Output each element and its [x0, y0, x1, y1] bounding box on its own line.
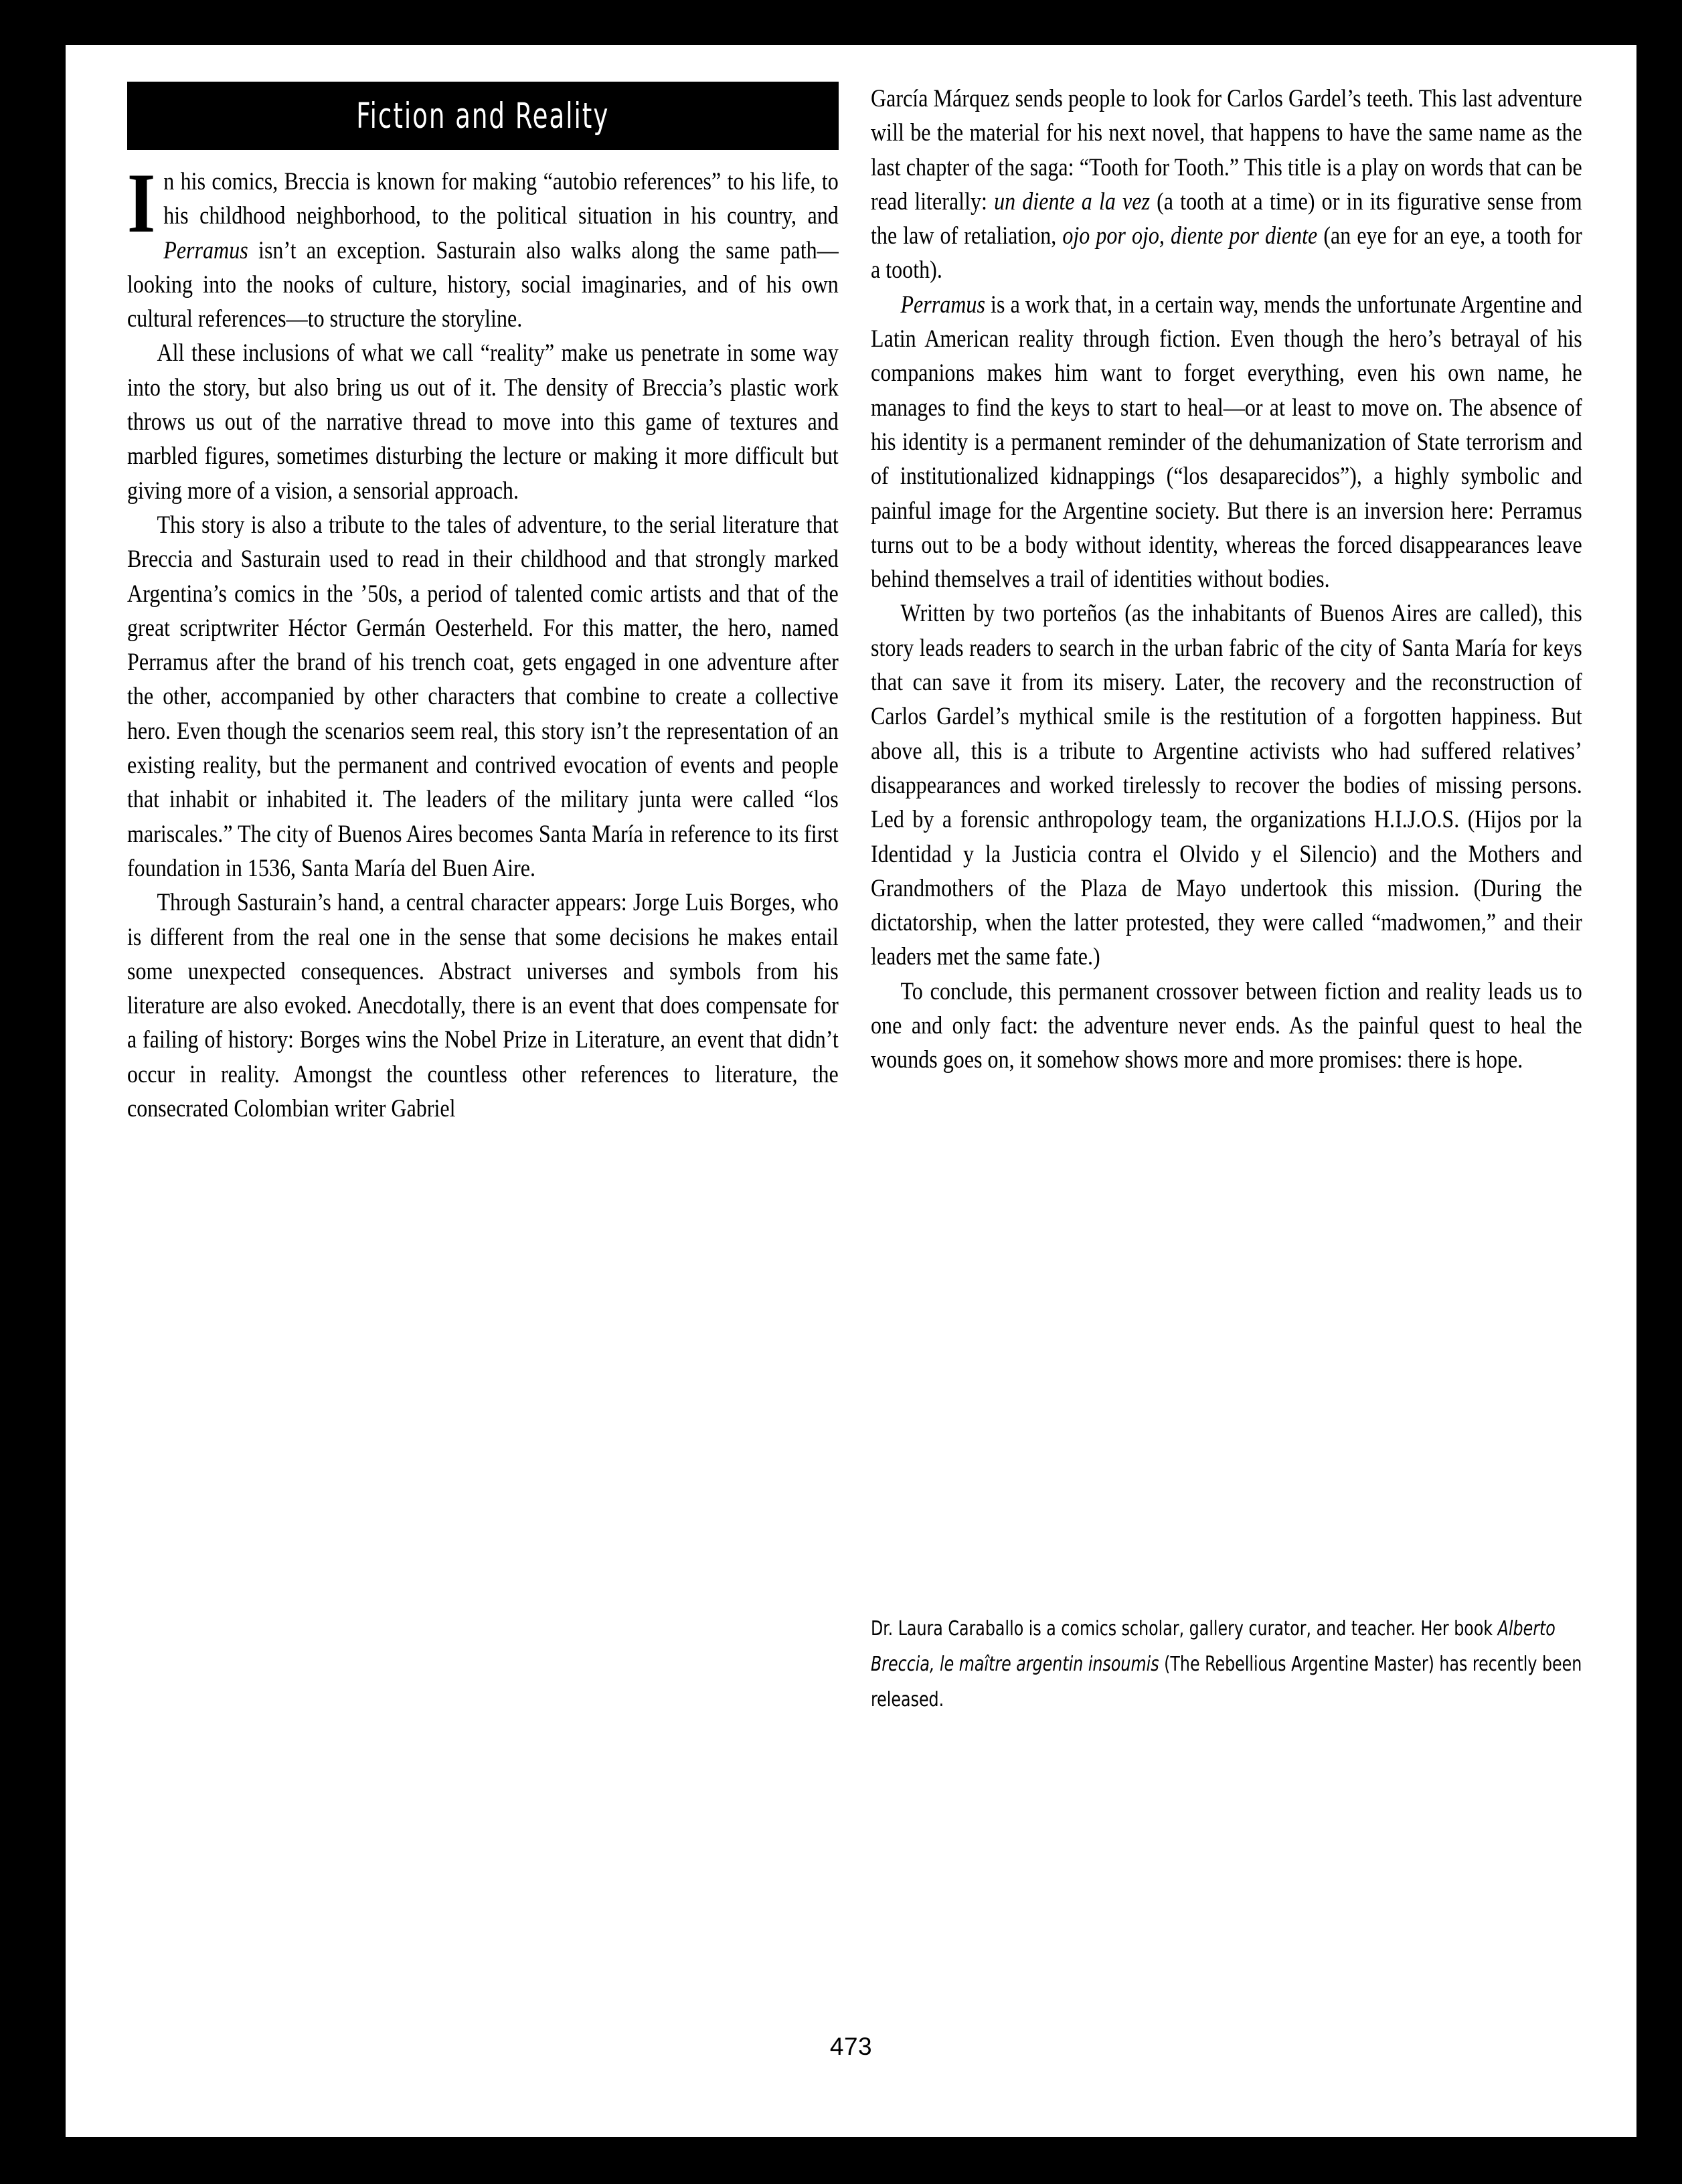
paragraph	[127, 508, 839, 886]
page-content	[127, 82, 1582, 2083]
right-column	[871, 82, 1582, 1126]
section-title: Fiction and Reality	[356, 95, 610, 137]
text-run: To conclude, this permanent crossover between fiction and reality leads us to one and only fact: the adventure never ends. As the painful quest to heal the wounds goes on, it somehow shows more and more promises: there is hope.	[871, 977, 1582, 1074]
paragraph	[871, 975, 1582, 1078]
paragraph	[871, 596, 1582, 974]
text-run: Dr. Laura Caraballo is a comics scholar, gallery curator, and teacher. Her book	[871, 1617, 1498, 1641]
author-bio-text	[871, 1611, 1582, 1717]
author-bio	[871, 1611, 1582, 1717]
italic-text: un diente a la vez	[994, 187, 1150, 216]
text-run: isn’t an exception. Sasturain also walks along the same path—looking into the nooks of culture, history, social imaginaries, and of his own cultural references—to structure the storyline.	[127, 236, 839, 333]
text-run: All these inclusions of what we call “reality” make us penetrate in some way into the story, but also bring us out of it. The density of Breccia’s plastic work throws us out of the narrative thread to move into this game of textures and marbled figures, sometimes disturbing the lecture or making it more difficult but giving more of a vision, a sensorial approach.	[127, 339, 839, 505]
paragraph	[127, 336, 839, 507]
page-number: 473	[829, 2033, 873, 2060]
text-run: This story is also a tribute to the tales of adventure, to the serial literature that Breccia and Sasturain used to read in their childhood and that strongly marked Argentina’s comics in the ’50s, a period of talented comic artists and that of the great scriptwriter Héctor Germán Oesterheld. For this matter, the hero, named Perramus after the brand of his trench coat, gets engaged in one adventure after the other, accompanied by other characters that combine to create a collective hero. Even though the scenarios seem real, this story isn’t the representation of an existing reality, but the permanent and contrived evocation of events and people that inhabit or inhabited it. The leaders of the military junta were called “los mariscales.” The city of Buenos Aires becomes Santa María in reference to its first foundation in 1536, Santa María del Buen Aire.	[127, 511, 839, 882]
paragraph	[871, 288, 1582, 597]
section-header-banner	[127, 82, 839, 150]
text-run: García Márquez sends people to look for Carlos Gardel’s teeth. This last adventure will be the material for his next novel, that happens to have the same name as the last chapter of the saga: “Tooth for Tooth.” This title is a play on words that can be read literally:	[871, 85, 1582, 216]
text-run: (a tooth at a time) or in its figurative sense from the law of retaliation,	[871, 187, 1582, 250]
right-column-body	[871, 82, 1582, 1078]
text-run: (The Rebellious Argentine Master) has recently been released.	[871, 1653, 1582, 1711]
text-run: (an eye for an eye, a tooth for a tooth).	[871, 222, 1582, 284]
italic-text: Perramus	[900, 290, 985, 319]
text-run: Written by two porteños (as the inhabitants of Buenos Aires are called), this story leads readers to search in the urban fabric of the city of Santa María for keys that can save it from its misery. Later, the recovery and the reconstruction of Carlos Gardel’s mythical smile is the restitution of a forgotten happiness. But above all, this is a tribute to Argentine activists who had suffered relatives’ disappearances and worked tirelessly to recover the bodies of missing persons. Led by a forensic anthropology team, the organizations H.I.J.O.S. (Hijos por la Identidad y la Justicia contra el Olvido y el Silencio) and the Mothers and Grandmothers of the Plaza de Mayo undertook this mission. (During the dictatorship, when the latter protested, they were called “madwomen,” and their leaders met the same fate.)	[871, 600, 1582, 971]
two-column-layout	[127, 82, 1582, 1126]
text-run: n his comics, Breccia is known for making “autobio references” to his life, to his childhood neighborhood, to the political situation in his country, and	[163, 168, 839, 230]
italic-text: Perramus	[163, 236, 248, 264]
drop-cap: I	[127, 157, 156, 250]
italic-text: Alberto Breccia, le maître argentin insoumis	[871, 1617, 1555, 1676]
paragraph	[127, 886, 839, 1126]
paragraph	[127, 157, 839, 336]
italic-text: ojo por ojo, diente por diente	[1062, 222, 1318, 250]
text-run: Through Sasturain’s hand, a central character appears: Jorge Luis Borges, who is different from the real one in the sense that some decisions he makes entail some unexpected consequences. Abstract universes and symbols from his literature are also evoked. Anecdotally, there is an event that does compensate for a failing of history: Borges wins the Nobel Prize in Literature, an event that didn’t occur in reality. Amongst the countless other references to literature, the consecrated Colombian writer Gabriel	[127, 889, 839, 1123]
text-run: is a work that, in a certain way, mends the unfortunate Argentine and Latin American reality through fiction. Even though the hero’s betrayal of his companions makes him want to forget everything, even his own name, he manages to find the keys to start to heal—or at least to move on. The absence of his identity is a permanent reminder of the dehumanization of State terrorism and of institutionalized kidnappings (“los desaparecidos”), a highly symbolic and painful image for the Argentine society. But there is an inversion here: Perramus turns out to be a body without identity, whereas the forced disappearances leave behind themselves a trail of identities without bodies.	[871, 290, 1582, 594]
left-column-body	[127, 157, 839, 1126]
paragraph	[871, 82, 1582, 288]
paper-sheet	[66, 45, 1636, 2137]
left-column	[127, 82, 839, 1126]
